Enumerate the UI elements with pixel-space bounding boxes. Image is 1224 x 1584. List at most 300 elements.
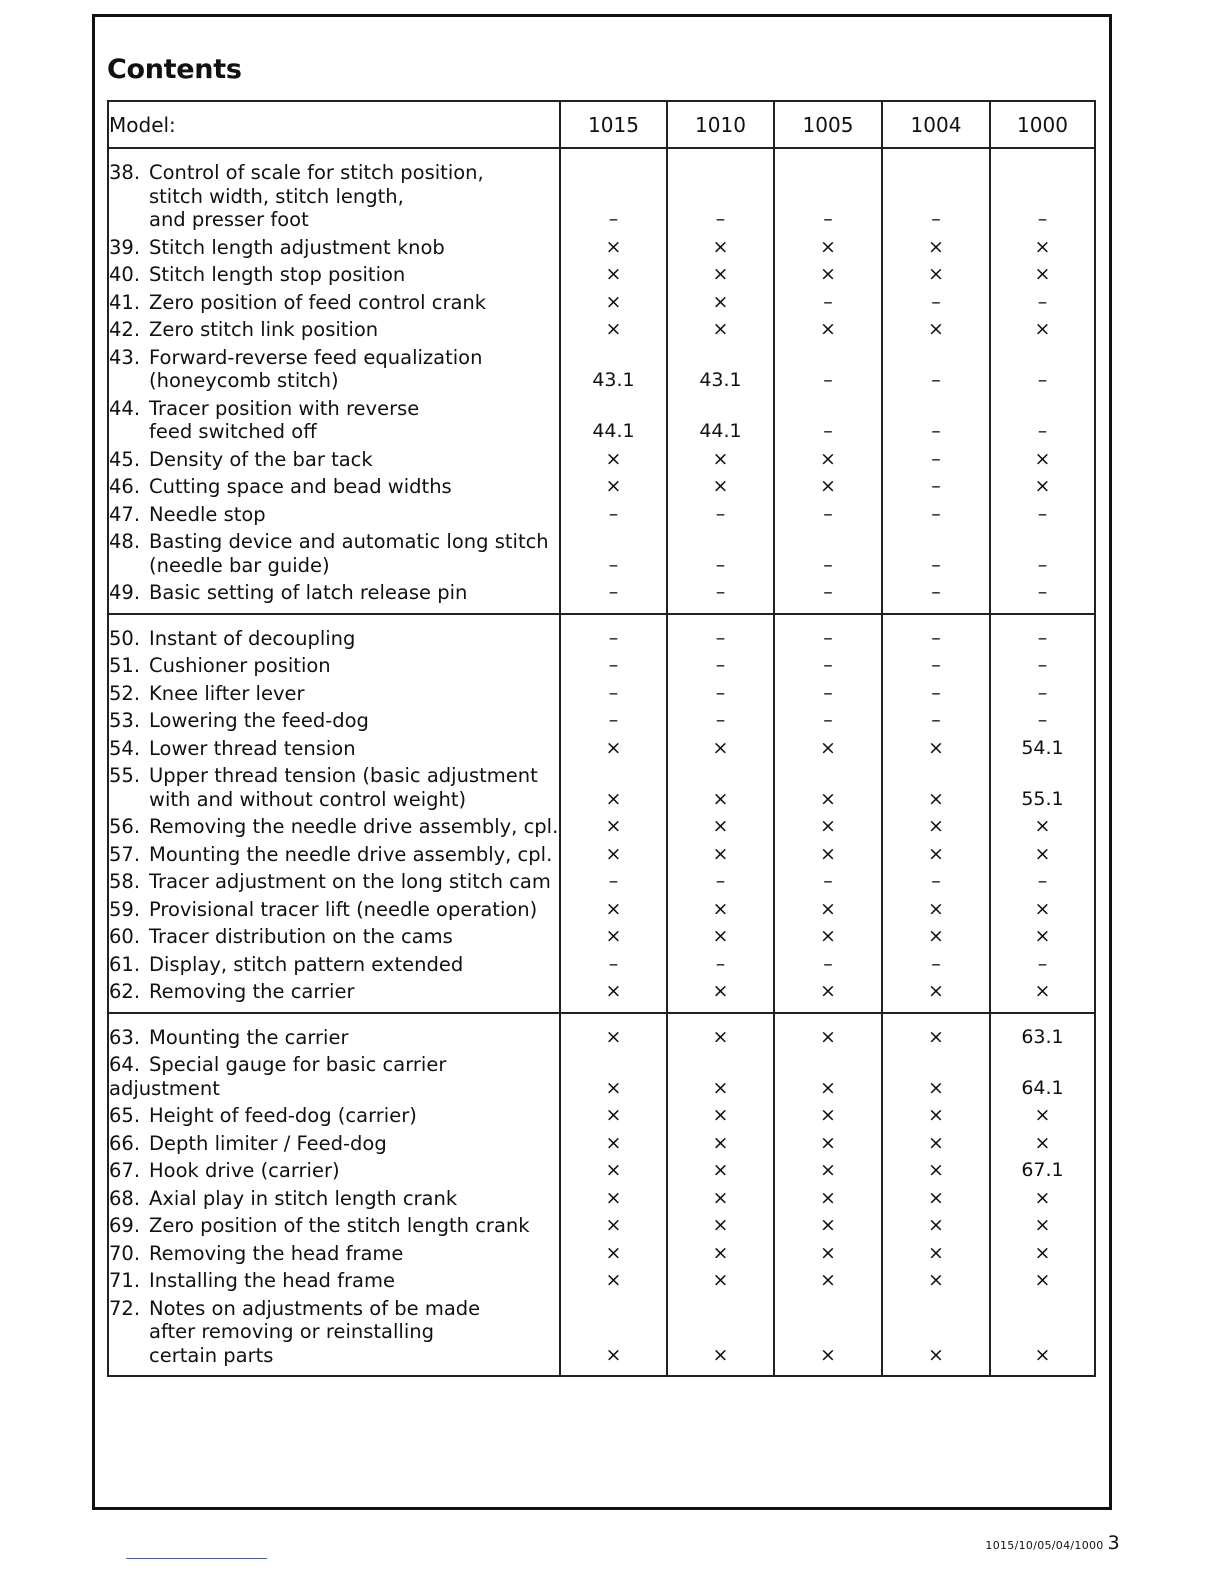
model-availability-cell: – — [990, 342, 1095, 393]
model-availability-cell: – — [667, 577, 774, 614]
item-number: 43. — [109, 345, 141, 369]
model-availability-cell: × — [774, 471, 882, 499]
model-availability-cell: × — [882, 1128, 990, 1156]
item-description — [108, 894, 560, 922]
model-availability-cell: × — [560, 760, 667, 811]
model-availability-cell: × — [667, 1293, 774, 1377]
item-description — [108, 1238, 560, 1266]
model-availability-cell: × — [882, 232, 990, 260]
decorative-rule — [126, 1558, 267, 1559]
item-number: 66. — [109, 1131, 141, 1155]
model-availability-cell: – — [667, 650, 774, 678]
item-title: Removing the head frame — [149, 1241, 404, 1265]
item-number: 65. — [109, 1104, 141, 1127]
item-number: 68. — [109, 1186, 141, 1210]
model-availability-cell: – — [774, 949, 882, 977]
table-row — [108, 811, 1095, 839]
item-description — [108, 976, 560, 1013]
item-title: Needle stop — [149, 502, 266, 526]
model-availability-cell: – — [774, 866, 882, 894]
item-number: 42. — [109, 318, 141, 341]
model-availability-cell: – — [882, 526, 990, 577]
item-number: 62. — [109, 980, 141, 1003]
item-description — [108, 839, 560, 867]
model-availability-cell: × — [560, 839, 667, 867]
model-availability-cell: × — [667, 760, 774, 811]
table-row — [108, 1049, 1095, 1100]
model-availability-cell: × — [667, 259, 774, 287]
model-availability-cell: – — [667, 499, 774, 527]
model-availability-cell: × — [990, 811, 1095, 839]
model-availability-cell: × — [882, 1013, 990, 1050]
table-row — [108, 921, 1095, 949]
table-row — [108, 342, 1095, 393]
model-availability-cell: × — [774, 760, 882, 811]
model-availability-cell: 55.1 — [990, 760, 1095, 811]
model-availability-cell: × — [882, 1265, 990, 1293]
item-number: 44. — [109, 396, 141, 420]
model-availability-cell: – — [990, 148, 1095, 232]
model-availability-cell: × — [560, 444, 667, 472]
model-availability-cell: – — [882, 705, 990, 733]
model-availability-cell: × — [774, 1265, 882, 1293]
model-availability-cell: × — [990, 1293, 1095, 1377]
table-row — [108, 839, 1095, 867]
model-availability-cell: – — [990, 577, 1095, 614]
item-description — [108, 1183, 560, 1211]
model-availability-cell: × — [667, 976, 774, 1013]
model-availability-cell: – — [667, 148, 774, 232]
item-title: Mounting the carrier — [149, 1025, 349, 1049]
model-availability-cell: – — [560, 577, 667, 614]
table-row — [108, 1210, 1095, 1238]
model-availability-cell: × — [774, 1210, 882, 1238]
model-availability-cell: × — [882, 259, 990, 287]
table-row — [108, 949, 1095, 977]
item-title: Installing the head frame — [149, 1269, 395, 1292]
item-title-continued: certain parts — [149, 1343, 274, 1367]
item-title: Tracer position with reverse — [149, 396, 420, 420]
model-availability-cell: – — [560, 614, 667, 651]
model-availability-cell: × — [560, 1293, 667, 1377]
item-number: 46. — [109, 475, 141, 498]
table-row — [108, 471, 1095, 499]
model-availability-cell: – — [560, 678, 667, 706]
model-availability-cell: × — [774, 259, 882, 287]
table-row — [108, 259, 1095, 287]
table-row — [108, 678, 1095, 706]
item-title: Zero position of the stitch length crank — [149, 1214, 530, 1237]
model-availability-cell: × — [667, 921, 774, 949]
footer-models-code: 1015/10/05/04/1000 — [985, 1539, 1104, 1552]
model-availability-cell: 43.1 — [560, 342, 667, 393]
model-availability-cell: × — [667, 839, 774, 867]
model-availability-cell: × — [882, 811, 990, 839]
model-availability-cell: × — [774, 1100, 882, 1128]
item-description — [108, 921, 560, 949]
model-availability-cell: – — [667, 614, 774, 651]
item-title: Lower thread tension — [149, 736, 356, 760]
table-row — [108, 526, 1095, 577]
model-availability-cell: × — [560, 921, 667, 949]
model-availability-cell: × — [990, 976, 1095, 1013]
model-availability-cell: × — [990, 1128, 1095, 1156]
model-availability-cell: × — [667, 287, 774, 315]
model-availability-cell: × — [990, 1183, 1095, 1211]
item-title: Provisional tracer lift (needle operation) — [149, 897, 538, 921]
table-row — [108, 976, 1095, 1013]
item-description — [108, 577, 560, 614]
model-availability-cell: × — [560, 894, 667, 922]
item-description — [108, 526, 560, 577]
item-description — [108, 1293, 560, 1377]
model-availability-cell: × — [667, 811, 774, 839]
item-title-continued: (honeycomb stitch) — [149, 369, 339, 392]
model-availability-cell: – — [882, 471, 990, 499]
model-availability-cell: × — [990, 314, 1095, 342]
model-availability-cell: × — [774, 839, 882, 867]
model-availability-cell: × — [774, 1049, 882, 1100]
model-availability-cell: × — [882, 894, 990, 922]
model-availability-cell: – — [990, 866, 1095, 894]
model-availability-cell: × — [882, 976, 990, 1013]
model-availability-cell: × — [560, 1183, 667, 1211]
item-number: 60. — [109, 925, 141, 948]
model-availability-cell: × — [774, 1293, 882, 1377]
model-availability-cell: × — [990, 1210, 1095, 1238]
item-title-continued: after removing or reinstalling — [149, 1320, 434, 1343]
item-title: Removing the carrier — [149, 980, 355, 1003]
item-number: 57. — [109, 842, 141, 866]
item-description — [108, 650, 560, 678]
model-availability-cell: × — [560, 811, 667, 839]
model-availability-cell: × — [774, 811, 882, 839]
model-availability-cell: – — [990, 287, 1095, 315]
item-title: Zero position of feed control crank — [149, 290, 487, 314]
model-availability-cell: – — [560, 148, 667, 232]
item-number: 55. — [109, 764, 141, 787]
item-description — [108, 1100, 560, 1128]
item-number: 63. — [109, 1025, 141, 1049]
item-description — [108, 949, 560, 977]
model-availability-cell: × — [882, 733, 990, 761]
model-availability-cell: – — [774, 342, 882, 393]
item-number: 52. — [109, 681, 141, 705]
model-column-header: 1010 — [667, 101, 774, 148]
page-number: 3 — [1107, 1532, 1120, 1554]
table-row — [108, 1293, 1095, 1377]
item-number: 59. — [109, 897, 141, 921]
model-availability-cell: × — [560, 1128, 667, 1156]
model-availability-cell: – — [882, 577, 990, 614]
model-availability-cell: × — [667, 1128, 774, 1156]
model-availability-cell: × — [774, 314, 882, 342]
model-availability-cell: – — [882, 866, 990, 894]
item-title-continued: and presser foot — [149, 208, 309, 231]
model-availability-cell: – — [990, 949, 1095, 977]
contents-table — [107, 100, 1096, 1377]
model-availability-cell: × — [774, 921, 882, 949]
item-description — [108, 1155, 560, 1183]
item-title: Special gauge for basic carrier adjustment — [109, 1053, 447, 1100]
item-title: Instant of decoupling — [149, 626, 356, 650]
model-availability-cell: × — [882, 1100, 990, 1128]
model-availability-cell: 54.1 — [990, 733, 1095, 761]
item-description — [108, 1049, 560, 1100]
model-availability-cell: × — [882, 1183, 990, 1211]
item-title: Upper thread tension (basic adjustment — [149, 764, 538, 787]
model-availability-cell: × — [990, 1100, 1095, 1128]
model-availability-cell: – — [667, 866, 774, 894]
model-availability-cell: × — [882, 921, 990, 949]
table-row — [108, 705, 1095, 733]
model-availability-cell: × — [774, 733, 882, 761]
model-availability-cell: – — [560, 526, 667, 577]
model-availability-cell: × — [990, 894, 1095, 922]
item-title-continued: feed switched off — [149, 420, 317, 443]
item-description — [108, 733, 560, 761]
table-row — [108, 1155, 1095, 1183]
model-availability-cell: × — [774, 894, 882, 922]
model-availability-cell: – — [990, 614, 1095, 651]
item-title-continued: with and without control weight) — [149, 787, 467, 811]
table-row — [108, 760, 1095, 811]
item-number: 49. — [109, 581, 141, 604]
model-column-header: 1005 — [774, 101, 882, 148]
model-availability-cell: – — [667, 678, 774, 706]
model-availability-cell: × — [667, 1049, 774, 1100]
item-description — [108, 342, 560, 393]
model-availability-cell: 63.1 — [990, 1013, 1095, 1050]
table-row — [108, 1013, 1095, 1050]
model-availability-cell: × — [667, 471, 774, 499]
model-availability-cell: – — [774, 526, 882, 577]
item-number: 67. — [109, 1159, 141, 1182]
item-number: 45. — [109, 447, 141, 471]
item-title: Mounting the needle drive assembly, cpl. — [149, 842, 553, 866]
model-availability-cell: × — [560, 259, 667, 287]
item-title: Stitch length adjustment knob — [149, 235, 445, 259]
model-availability-cell: – — [560, 650, 667, 678]
model-availability-cell: × — [667, 1013, 774, 1050]
item-description — [108, 259, 560, 287]
table-row — [108, 894, 1095, 922]
item-description — [108, 314, 560, 342]
item-description — [108, 499, 560, 527]
model-availability-cell: × — [774, 976, 882, 1013]
item-number: 39. — [109, 235, 141, 259]
item-title-continued: (needle bar guide) — [149, 553, 330, 577]
model-availability-cell: × — [667, 894, 774, 922]
model-availability-cell: × — [774, 444, 882, 472]
model-availability-cell: × — [667, 1265, 774, 1293]
table-header-row — [108, 101, 1095, 148]
model-availability-cell: × — [882, 1238, 990, 1266]
model-availability-cell: – — [990, 526, 1095, 577]
item-title: Basic setting of latch release pin — [149, 581, 468, 604]
item-number: 40. — [109, 263, 141, 286]
model-availability-cell: – — [882, 287, 990, 315]
model-availability-cell: × — [774, 1013, 882, 1050]
model-availability-cell: – — [774, 678, 882, 706]
model-availability-cell: × — [667, 314, 774, 342]
model-availability-cell: – — [560, 866, 667, 894]
model-availability-cell: × — [667, 1238, 774, 1266]
model-availability-cell: × — [667, 733, 774, 761]
model-availability-cell: × — [560, 1210, 667, 1238]
model-availability-cell: – — [667, 526, 774, 577]
model-availability-cell: × — [774, 1238, 882, 1266]
item-title: Tracer adjustment on the long stitch cam — [149, 870, 551, 893]
model-availability-cell: – — [667, 949, 774, 977]
model-availability-cell: × — [990, 839, 1095, 867]
table-row — [108, 577, 1095, 614]
model-availability-cell: × — [882, 314, 990, 342]
model-availability-cell: × — [774, 232, 882, 260]
model-label: Model: — [108, 101, 560, 148]
model-availability-cell: × — [990, 1238, 1095, 1266]
model-column-header: 1015 — [560, 101, 667, 148]
table-row — [108, 1100, 1095, 1128]
model-availability-cell: – — [990, 499, 1095, 527]
item-title: Cushioner position — [149, 654, 331, 677]
model-availability-cell: × — [667, 1210, 774, 1238]
model-availability-cell: – — [667, 705, 774, 733]
item-number: 47. — [109, 502, 141, 526]
item-number: 70. — [109, 1241, 141, 1265]
model-availability-cell: – — [882, 393, 990, 444]
item-title: Removing the needle drive assembly, cpl. — [149, 815, 559, 838]
model-availability-cell: – — [990, 393, 1095, 444]
item-description — [108, 444, 560, 472]
model-availability-cell: × — [667, 232, 774, 260]
item-description — [108, 811, 560, 839]
model-availability-cell: – — [882, 499, 990, 527]
model-availability-cell: × — [882, 760, 990, 811]
item-description — [108, 614, 560, 651]
model-availability-cell: × — [774, 1183, 882, 1211]
model-availability-cell: – — [882, 678, 990, 706]
model-availability-cell: × — [667, 1183, 774, 1211]
model-availability-cell: × — [882, 1210, 990, 1238]
model-availability-cell: 44.1 — [667, 393, 774, 444]
model-availability-cell: – — [882, 444, 990, 472]
model-availability-cell: × — [560, 1100, 667, 1128]
model-availability-cell: × — [560, 1049, 667, 1100]
model-availability-cell: × — [990, 921, 1095, 949]
model-availability-cell: × — [560, 1265, 667, 1293]
item-description — [108, 760, 560, 811]
table-row — [108, 733, 1095, 761]
model-availability-cell: 67.1 — [990, 1155, 1095, 1183]
model-availability-cell: – — [774, 577, 882, 614]
model-availability-cell: – — [882, 949, 990, 977]
item-number: 69. — [109, 1214, 141, 1237]
model-availability-cell: × — [667, 1100, 774, 1128]
item-description — [108, 287, 560, 315]
model-availability-cell: – — [560, 499, 667, 527]
model-availability-cell: × — [560, 287, 667, 315]
item-title-continued: stitch width, stitch length, — [149, 184, 404, 208]
item-description — [108, 232, 560, 260]
table-row — [108, 614, 1095, 651]
table-row — [108, 287, 1095, 315]
item-title: Notes on adjustments of be made — [149, 1296, 481, 1320]
model-availability-cell: – — [560, 949, 667, 977]
table-row — [108, 393, 1095, 444]
model-column-header: 1004 — [882, 101, 990, 148]
table-row — [108, 1128, 1095, 1156]
item-description — [108, 1013, 560, 1050]
item-title: Control of scale for stitch position, — [149, 161, 484, 184]
table-row — [108, 1183, 1095, 1211]
contents-table-body — [108, 148, 1095, 1376]
item-number: 54. — [109, 736, 141, 760]
model-availability-cell: × — [560, 314, 667, 342]
item-number: 41. — [109, 290, 141, 314]
model-availability-cell: – — [990, 705, 1095, 733]
item-number: 48. — [109, 530, 141, 553]
model-availability-cell: – — [882, 614, 990, 651]
model-availability-cell: × — [560, 471, 667, 499]
model-availability-cell: × — [990, 259, 1095, 287]
table-row — [108, 444, 1095, 472]
item-number: 51. — [109, 654, 141, 677]
model-availability-cell: – — [774, 287, 882, 315]
item-description — [108, 1265, 560, 1293]
model-availability-cell: 44.1 — [560, 393, 667, 444]
model-availability-cell: – — [882, 650, 990, 678]
item-description — [108, 1128, 560, 1156]
model-availability-cell: × — [560, 1238, 667, 1266]
model-availability-cell: × — [774, 1128, 882, 1156]
model-availability-cell: – — [882, 148, 990, 232]
model-availability-cell: – — [990, 650, 1095, 678]
model-availability-cell: × — [990, 1265, 1095, 1293]
item-title: Stitch length stop position — [149, 263, 406, 286]
table-row — [108, 314, 1095, 342]
model-availability-cell: – — [774, 705, 882, 733]
model-availability-cell: × — [560, 976, 667, 1013]
model-availability-cell: × — [990, 444, 1095, 472]
item-number: 38. — [109, 161, 141, 184]
item-description — [108, 705, 560, 733]
table-row — [108, 1238, 1095, 1266]
model-availability-cell: × — [560, 232, 667, 260]
item-number: 56. — [109, 815, 141, 838]
item-title: Tracer distribution on the cams — [149, 925, 453, 948]
model-availability-cell: – — [774, 148, 882, 232]
item-number: 72. — [109, 1296, 141, 1320]
model-availability-cell: – — [774, 650, 882, 678]
item-number: 58. — [109, 870, 141, 893]
model-column-header: 1000 — [990, 101, 1095, 148]
table-row — [108, 499, 1095, 527]
model-availability-cell: × — [882, 1293, 990, 1377]
model-availability-cell: × — [882, 1155, 990, 1183]
item-description — [108, 393, 560, 444]
item-description — [108, 866, 560, 894]
item-number: 64. — [109, 1053, 141, 1076]
model-availability-cell: × — [560, 733, 667, 761]
item-number: 53. — [109, 709, 141, 732]
item-number: 50. — [109, 626, 141, 650]
model-availability-cell: × — [667, 444, 774, 472]
model-availability-cell: – — [560, 705, 667, 733]
item-description — [108, 471, 560, 499]
item-description — [108, 678, 560, 706]
item-title: Hook drive (carrier) — [149, 1159, 340, 1182]
